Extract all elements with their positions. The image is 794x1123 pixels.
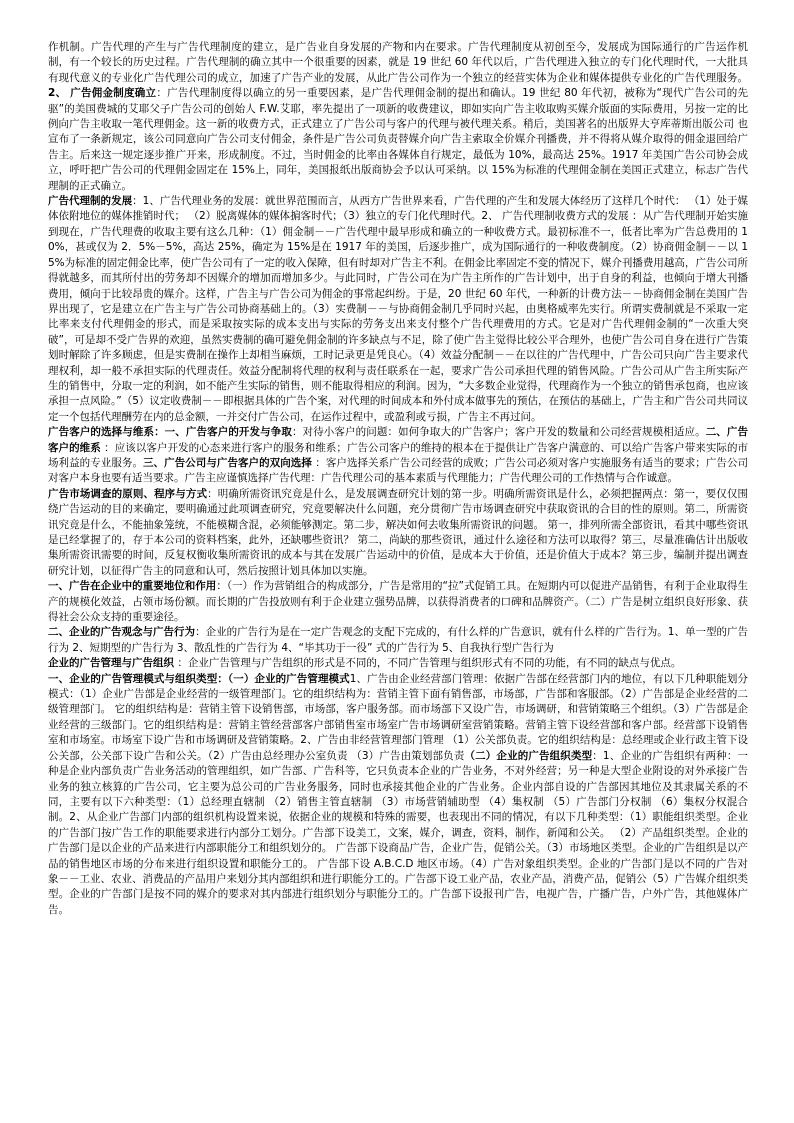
paragraph	[48, 194, 748, 425]
body-text: ：应该以客户开发的心态来进行客户的服务和维系；广告公司客户的维持的根本在于提供让广告客户满意的、可以给广告客户带来实际的市场利益的专业服务。	[48, 441, 748, 469]
body-text: ：明确所需资讯究竟是什么，是发展调查研究计划的第一步。明确所需资讯是什么，必须把握两点：第一，要仅仅围绕广告运动的目的来确定，要明确通过此项调查研究，究竟要解决什么问题，充分贯彻广告市场调查研究中获取资讯的合目的性的原则。第二，所需资讯究竟是什么，不能抽象笼统，不能模糊含混，必须能够测定。第二步，解决如何去收集所需资讯的问题。 第一，排列所需全部资讯，看其中哪些资讯是已经掌握了的，存于本公司的资料档案，此外，还缺哪些资讯？ 第二，尚缺的那些资讯，通过什么途径和方法可以取得？第三，尽量准确估计出版收集所需资讯需要的时间，反复权衡收集所需资讯的成本与其在发展广告运动中的价值，是成本大于价值，还是价值大于成本？第三步，编制并提出调查研究计划，以征得广告主的同意和认可，然后按照计划具体加以实施。	[48, 487, 749, 577]
body-text: ：对待小客户的问题：如何争取大的广告客户；客户开发的数量和公司经营规模相适应。	[291, 426, 706, 439]
body-text: ：客户选择关系广告公司经营的成败；广告公司必须对客户实施服务有适当的要求；广告公司对客户本身也要有适当要求。广告主应谨慎选择广告代理：广告代理公司的基本素质与代理能力；广告代理公司的工作热情与合作诚意。	[48, 456, 748, 485]
section-heading: 广告市场调查的原则、程序与方式	[48, 487, 208, 500]
paragraph	[48, 579, 748, 625]
body-text: ：广告代理制度得以确立的另一重要因素，是广告代理佣金制的提出和确认。19 世纪 80 年代初，被称为“现代广告公司的先驱”的美国费城的艾耶父子广告公司的创始人 F.W.艾耶，率先提出了一项新的收费建议，即如实向广告主收取购买媒介版面的实际费用，另按一定的比例向广告主收取一笔代理佣金。这一新的收费方式，正式建立了广告公司与客户的代理与被代理关系。稍后，美国著名的出版界大亨库蒂斯出版公司 也宣布了一条新规定，该公司同意向广告公司支付佣金，条件是广告公司负责替媒介向广告主索取全价媒介刊播费，并不得将从媒介取得的佣金退回给广告主。后来这一规定逐步推广开来，形成制度。不过，当时佣金的比率由各媒体自行规定，最低为 10%，最高达 25%。1917 年美国广告公司协会成立，呼吁把广告公司的代理佣金固定在 15%上，同年，美国报纸出版商协会予以认可采纳。以 15%为标准的代理佣金制在美国正式建立，标志广告代理制的正式确立。	[48, 87, 748, 192]
section-heading: 企业的广告管理与广告组织	[48, 657, 174, 670]
section-heading: 2、 广告佣金制度确立	[48, 87, 157, 100]
body-text: ：（一）作为营销组合的构成部分，广告是常用的“拉”式促销工具。在短期内可以促进产品销售，有利于企业取得生产的规模化效益，占领市场份额。而长期的广告投放则有利于企业建立强势品牌，以获得消费者的口碑和品牌资产。（二）广告是树立组织良好形象、获得社会公众支持的重要途径。	[48, 580, 748, 624]
document-body	[48, 40, 748, 918]
paragraph	[48, 656, 748, 671]
body-text: ：企业的广告行为是在一定广告观念的支配下完成的，有什么样的广告意识，就有什么样的广告行为。1、单一型的广告行为 2、短期型的广告行为 3、散乱性的广告行为 4、“毕其功于一役” 式的广告行为 5、自我执行型广告行为	[48, 626, 749, 654]
section-heading: 一、企业的广告管理模式与组织类型：（一）企业的广告管理模式	[48, 672, 350, 685]
paragraph	[48, 487, 748, 579]
paragraph	[48, 625, 748, 656]
section-heading: 一、广告在企业中的重要地位和作用	[48, 580, 217, 593]
body-text: ：企业广告管理与广告组织的形式是不同的，不同广告管理与组织形式有不同的功能，有不同的缺点与优点。	[174, 657, 682, 670]
body-text: ：1、企业的广告组织有两种：一种是企业内部负责广告业务活动的管理组织，如广告部、广告科等，它只负责本企业的广告业务，不对外经营；另一种是大型企业附设的对外承接广告业务的独立核算的广告公司，它主要为总公司的广告业务服务，同时也承接其他企业的广告业务。企业内部自设的广告部因其地位及其隶属关系的不同，主要有以下六种类型：（1）总经理直辖制 （2）销售主管直辖制 （3）市场营销辅助型 （4）集权制 （5）广告部门分权制 （6）集权分权混合制。2、从企业广告部门内部的组织机构设置来说，依据企业的规模和特殊的需要，也表现出不同的情况，有以下几种类型：（1）职能组织类型。企业的广告部门按广告工作的职能要求进行内部分工划分。广告部下设美工，文案，媒介，调查，资料，制作，新闻和公关。 （2）产品组织类型。企业的广告部门是以企业的产品来进行内部职能分工和组织划分的。 广告部下设商品广告，企业广告，促销公关。（3）市场地区类型。企业的广告组织是以产品的销售地区市场的分布来进行组织设置和职能分工的。 广告部下设 A.B.C.D 地区市场。（4）广告对象组织类型。企业的广告部门是以不同的广告对象－－工业、农业、消费品的产品用户来划分其内部组织和进行职能分工的。广告部下设工业产品，农业产品，消费产品，促销公（5）广告媒介组织类型。企业的广告部门是按不同的媒介的要求对其内部进行组织划分与职能分工的。广告部下设报刊广告，电视广告，广播广告，户外广告，其他媒体广告。	[48, 749, 748, 916]
paragraph	[48, 425, 748, 487]
body-text: 作机制。广告代理的产生与广告代理制度的建立，是广告业自身发展的产物和内在要求。广告代理制度从初创至今，发展成为国际通行的广告运作机制，有一个较长的历史过程。广告代理制的确立其中一个很重要的因素，就是 19 世纪 60 年代以后，广告代理进入独立的专门化代理时代，一大批具有现代意义的专业化广告代理公司的成立，加速了广告产业的发展，从此广告公司作为一个独立的经营实体为企业和媒体提供专业化的广告代理服务。	[48, 41, 748, 84]
paragraph	[48, 672, 748, 919]
section-heading: 广告客户的选择与维系：一、广告客户的开发与争取	[48, 426, 292, 439]
paragraph	[48, 40, 748, 194]
section-heading: 二、广告客户的维系	[48, 426, 749, 454]
body-text: 1、广告由企业经营部门管理：依据广告部在经营部门内的地位，有以下几种职能划分模式：（1）企业广告部是企业经营的一级管理部门。它的组织结构为：营销主管下面有销售部，市场部，广告部和客服部。（2）广告部是企业经营的二级管理部门。 它的组织结构是：营销主管下设销售部，市场部，客户服务部。而市场部下又设广告，市场调研，和营销策略三个组织。（3）广告部是企业经营的三级部门。它的组织结构是：营销主管经营部客户部销售室市场室广告市场调研室营销策略。营销主管下设经营部和客户部。经营部下设销售室和市场室。市场室下设广告和市场调研及营销策略。2、广告由非经营管理部门管理 （1）公关部负责。它的组织结构是：总经理或企业行政主管下设公关部，公关部下设广告和公关。（2）广告由总经理办公室负责 （3）广告由策划部负责	[48, 672, 749, 762]
section-heading: 三、广告公司与广告客户的双向选择	[143, 456, 312, 469]
body-text: ：1、广告代理业务的发展：就世界范围而言，从西方广告世界来看，广告代理的产生和发展大体经历了这样几个时代： （1）处于媒体依附地位的媒体推销时代； （2）脱离媒体的媒体掮客时代；（3）独立的专门化代理时代。2、 广告代理制收费方式的发展 ：从广告代理制开始实施到现在，广告代理费的收取主要有这么几种：（1）佣金制－－广告代理中最早形成和确立的一种收费方式。最初标准不一，低者比率为广告总费用的 10%，甚或仅为 2．5%－5%，高达 25%，确定为 15%是在 1917 年的美国，后逐步推广，成为国际通行的一种收费制度。（2）协商佣金制－－以 15%为标准的固定佣金比率，使广告公司有了一定的收入保障，但有时却对广告主不利。在佣金比率固定不变的情况下，媒介刊播费用越高，广告公司所得就越多，而其所付出的劳务却不因媒介的增加而增加多少。与此同时，广告公司在为广告主所作的广告计划中，出于自身的利益，也倾向于增大刊播费用，倾向于比较昂贵的媒介。这样，广告主与广告公司为佣金的事常起纠纷。于是，20 世纪 60 年代，一种新的计费方法－－协商佣金制在美国广告界出现了，它是建立在广告主与广告公司协商基础上的。（3）实费制－－与协商佣金制几乎同时兴起，由奥格威率先实行。所谓实费制就是不采取一定比率来支付代理佣金的形式，而是采取按实际的成本支出与实际的劳务支出来支付整个广告代理费用的方式。它是对广告代理佣金制的“一次重大突破”，可是却不受广告界的欢迎，虽然实费制的确可避免佣金制的许多缺点与不足，除了使广告主觉得比较公平合理外，也使广告公司自身在进行广告策划时解除了许多顾虑，但是实费制在操作上却相当麻烦，工时记录更是凭良心。（4）效益分配制－－在以往的广告代理中，广告公司只向广告主要求代理权利，却一般不承担实际的代理责任。效益分配制将代理的权利与责任联系在一起，要求广告公司承担代理的销售风险。广告公司从广告主所实际产生的销售中，分取一定的利润，如不能产生实际的销售，则不能取得相应的利润。因为，“大多数企业觉得，代理商作为一个独立的销售承包商，也应该承担一点风险。”（5）议定收费制－－即根据具体的广告个案，对代理的时间成本和外付成本做事先的预估，在预估的基础上，广告主和广告公司共同议定一个包括代理酬劳在内的总金额，一并交付广告公司，在运作过程中，或盈利或亏损，广告主不再过问。	[48, 195, 749, 423]
section-heading: 广告代理制的发展	[48, 195, 133, 208]
section-heading: （二）企业的广告组织类型	[464, 749, 593, 762]
section-heading: 二、企业的广告观念与广告行为	[48, 626, 196, 639]
